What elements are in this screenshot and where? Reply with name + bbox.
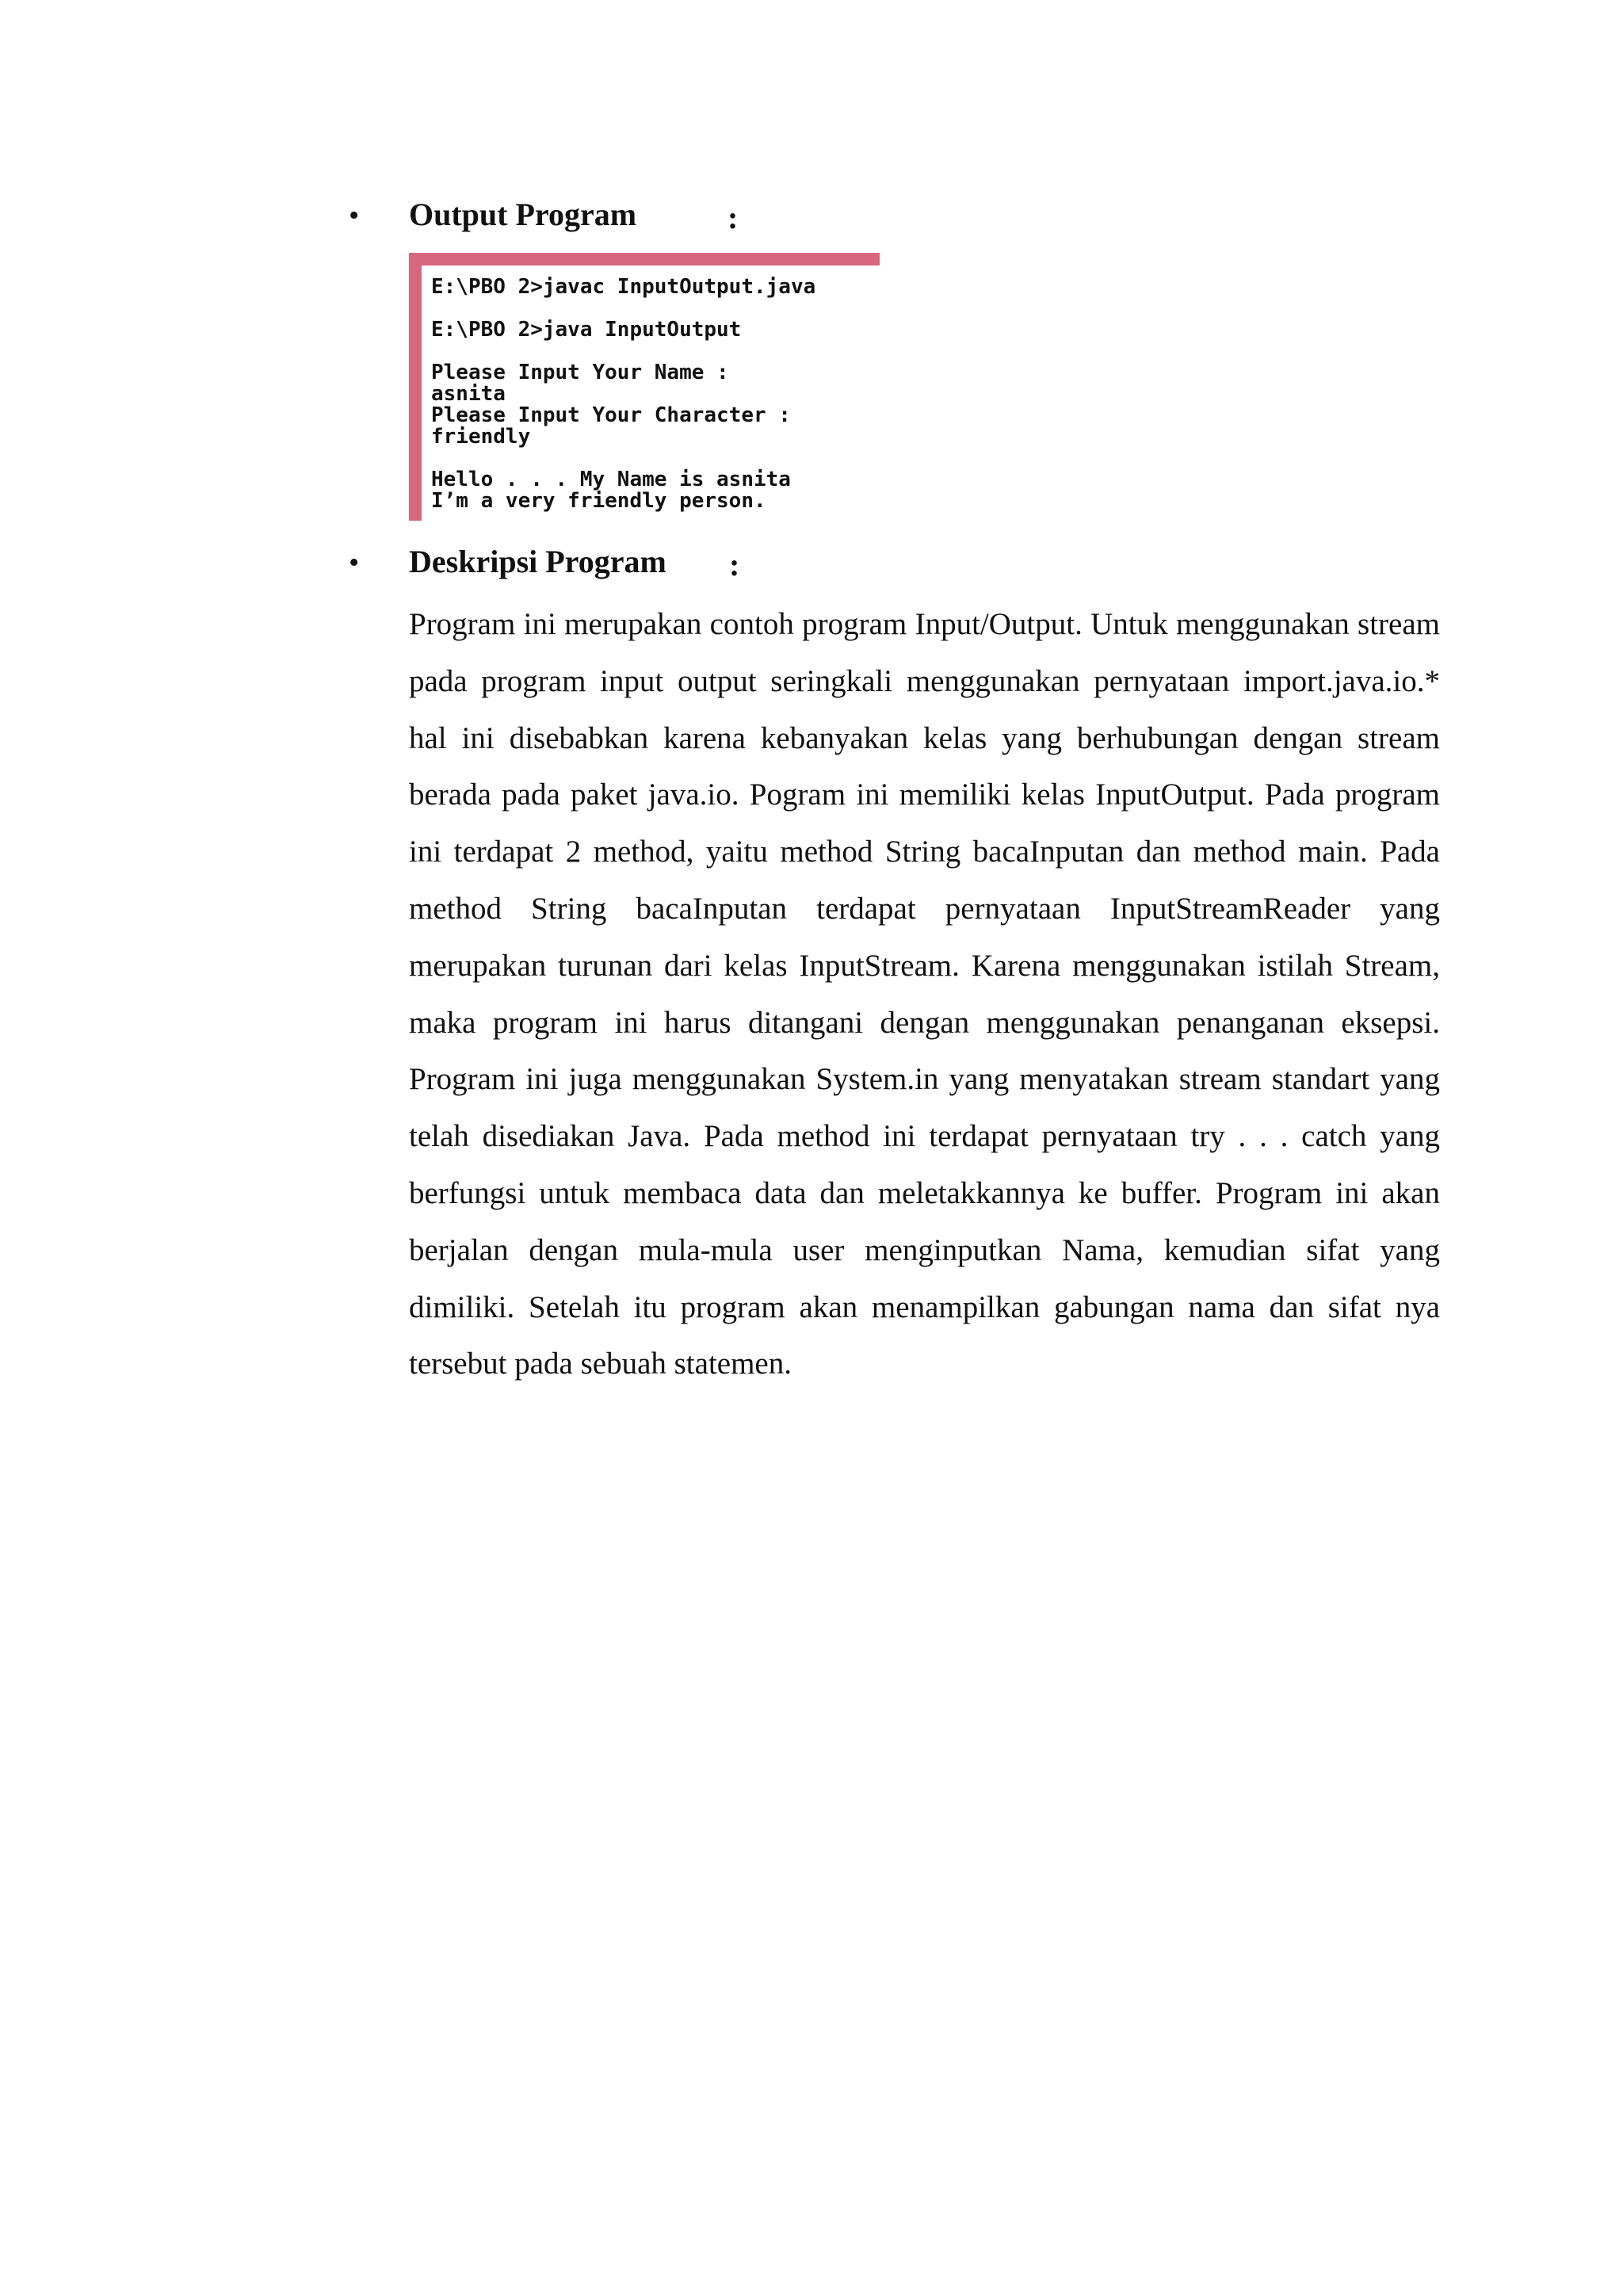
console-line: Please Input Your Character :	[431, 403, 791, 427]
console-line	[431, 448, 880, 469]
console-line: asnita	[431, 382, 506, 406]
description-body	[409, 596, 1440, 1392]
console-line	[431, 298, 880, 319]
description-program-heading: Deskripsi Program	[409, 544, 666, 579]
console-line: friendly	[431, 425, 531, 449]
console-line: I’m a very friendly person.	[431, 489, 766, 513]
output-heading-colon: :	[727, 200, 739, 235]
description-heading-colon: :	[729, 547, 740, 583]
console-line: Hello . . . My Name is asnita	[431, 468, 791, 491]
description-paragraph: Program ini merupakan contoh program Input/Output. Untuk menggunakan stream pada program input output seringkali menggunakan pernyataan import.java.io.* hal ini disebabkan karena kebanyakan kelas yang berhubungan dengan stream berada pada paket java.io. Pogram ini memiliki kelas InputOutput. Pada program ini terdapat 2 method, yaitu method String bacaInputan dan method main. Pada method String bacaInputan terdapat pernyataan InputStreamReader yang merupakan turunan dari kelas InputStream. Karena menggunakan istilah Stream, maka program ini harus ditangani dengan menggunakan penanganan eksepsi. Program ini juga menggunakan System.in yang menyatakan stream standart yang telah disediakan Java. Pada method ini terdapat pernyataan try . . . catch yang berfungsi untuk membaca data dan meletakkannya ke buffer. Program ini akan berjalan dengan mula-mula user menginputkan Nama, kemudian sifat yang dimiliki. Setelah itu program akan menampilkan gabungan nama dan sifat nya tersebut pada sebuah statemen.	[409, 607, 1440, 1381]
console-line	[431, 341, 880, 362]
bullet-point: •	[349, 546, 360, 579]
output-program-heading: Output Program	[409, 197, 637, 232]
output-section-header	[349, 199, 636, 231]
bullet-point: •	[349, 199, 360, 232]
console-line: Please Input Your Name :	[431, 361, 729, 384]
console-line: E:\PBO 2>java InputOutput	[431, 318, 742, 342]
console-output-screenshot	[409, 253, 880, 521]
description-section-header	[349, 546, 666, 578]
console-line: E:\PBO 2>javac InputOutput.java	[431, 275, 816, 299]
